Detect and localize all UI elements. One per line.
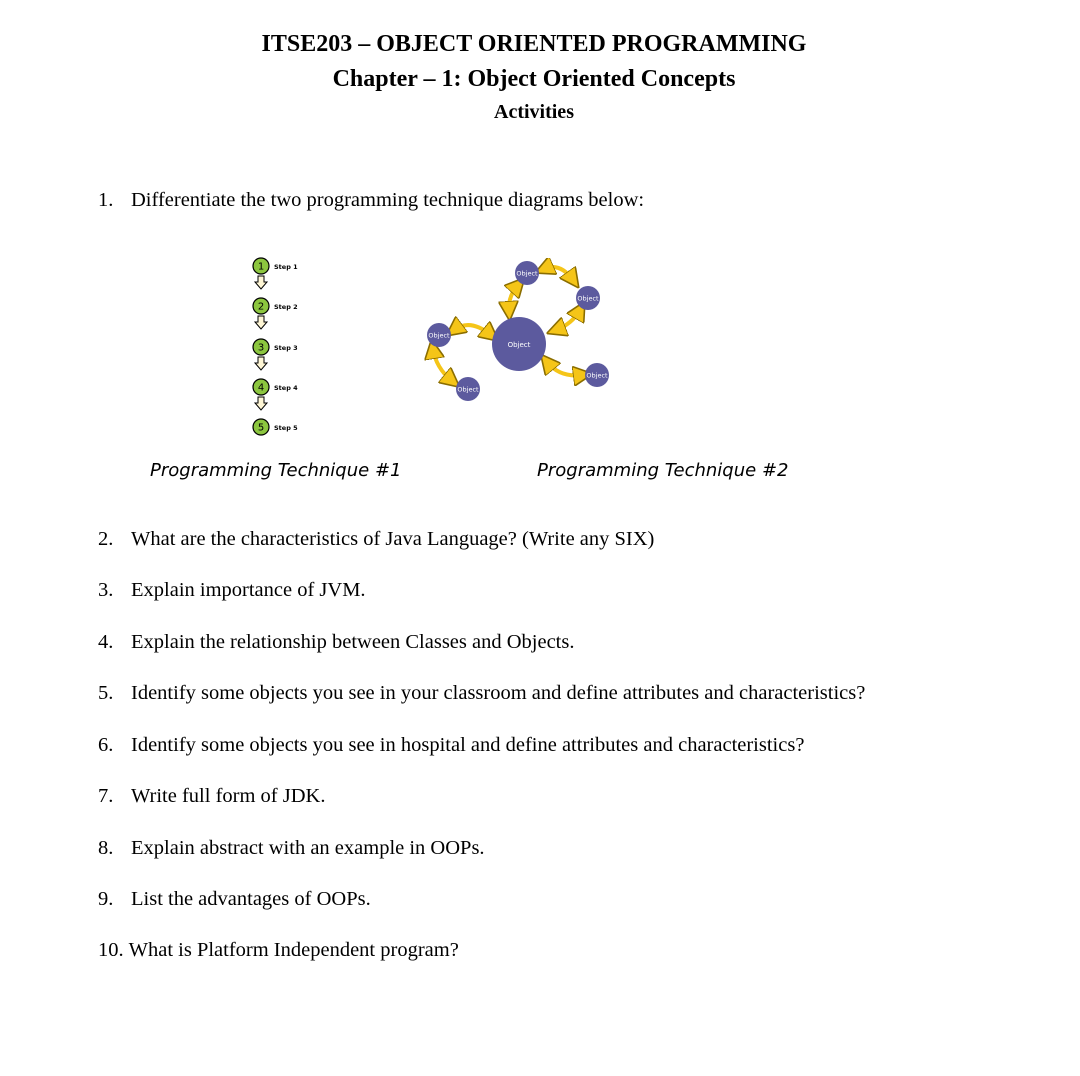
question-number: 8. [98, 837, 114, 859]
section-title: Activities [494, 101, 574, 123]
chapter-title: Chapter – 1: Object Oriented Concepts [332, 66, 736, 92]
question-8 [98, 837, 485, 860]
question-text: What is Platform Independent program? [128, 939, 459, 961]
node-label: Object [586, 371, 608, 380]
step-3 [253, 339, 298, 355]
question-7 [98, 785, 325, 808]
question-1 [98, 189, 644, 212]
arrow-icon [556, 310, 580, 330]
figure-1-caption: Programming Technique #1 [150, 460, 402, 481]
step-label: Step 4 [274, 384, 298, 392]
step-label: Step 3 [274, 344, 298, 352]
question-text: Differentiate the two programming technique diagrams below: [131, 189, 645, 211]
question-10 [98, 939, 459, 962]
down-arrow-icon [255, 357, 267, 370]
center-object-node [492, 317, 546, 371]
step-label: Step 5 [274, 424, 298, 432]
down-arrow-icon [255, 316, 267, 329]
node-label: Object [577, 294, 599, 303]
step-number: 4 [257, 382, 265, 394]
step-number: 2 [257, 301, 265, 313]
arrow-icon [544, 267, 573, 280]
question-3 [98, 579, 366, 602]
question-text: Explain abstract with an example in OOPs. [131, 837, 485, 859]
step-label: Step 2 [274, 303, 298, 311]
question-text: Identify some objects you see in hospital and define attributes and characteristics? [131, 734, 805, 756]
object-node [576, 286, 600, 310]
question-number: 4. [98, 631, 114, 653]
step-4 [253, 379, 298, 395]
question-number: 3. [98, 579, 114, 601]
arrow-icon [454, 325, 491, 335]
object-network-diagram [420, 258, 620, 408]
question-text: Explain importance of JVM. [131, 579, 366, 601]
node-label: Object [428, 331, 450, 340]
question-text: Identify some objects you see in your classroom and define attributes and characteristics? [131, 682, 866, 704]
question-number: 10. [98, 939, 124, 961]
procedural-steps-diagram [248, 254, 328, 440]
figure-2-caption: Programming Technique #2 [537, 460, 789, 481]
node-label: Object [457, 385, 479, 394]
arrow-icon [509, 285, 518, 311]
question-number: 5. [98, 682, 114, 704]
object-node [427, 323, 451, 347]
step-1 [253, 258, 298, 274]
question-6 [98, 734, 804, 757]
arrow-icon [433, 349, 452, 381]
question-text: List the advantages of OOPs. [131, 888, 371, 910]
question-4 [98, 631, 574, 654]
down-arrow-icon [255, 397, 267, 410]
step-label: Step 1 [274, 263, 298, 271]
node-label: Object [516, 269, 538, 278]
step-2 [253, 298, 298, 314]
question-number: 6. [98, 734, 114, 756]
step-number: 1 [257, 261, 265, 273]
course-title: ITSE203 – OBJECT ORIENTED PROGRAMMING [261, 31, 807, 57]
question-number: 9. [98, 888, 114, 910]
question-9 [98, 888, 371, 911]
object-node [515, 261, 539, 285]
object-node [585, 363, 609, 387]
question-text: Explain the relationship between Classes and Objects. [131, 631, 575, 653]
question-5 [98, 682, 865, 705]
object-node [456, 377, 480, 401]
node-label: Object [507, 341, 531, 349]
step-number: 5 [257, 422, 265, 434]
arrow-icon [547, 362, 583, 375]
question-2 [98, 528, 654, 551]
question-number: 1. [98, 189, 114, 211]
question-number: 7. [98, 785, 114, 807]
step-5 [253, 419, 298, 435]
question-number: 2. [98, 528, 114, 550]
question-text: Write full form of JDK. [131, 785, 326, 807]
question-text: What are the characteristics of Java Language? (Write any SIX) [131, 528, 655, 550]
down-arrow-icon [255, 276, 267, 289]
step-number: 3 [257, 342, 265, 354]
